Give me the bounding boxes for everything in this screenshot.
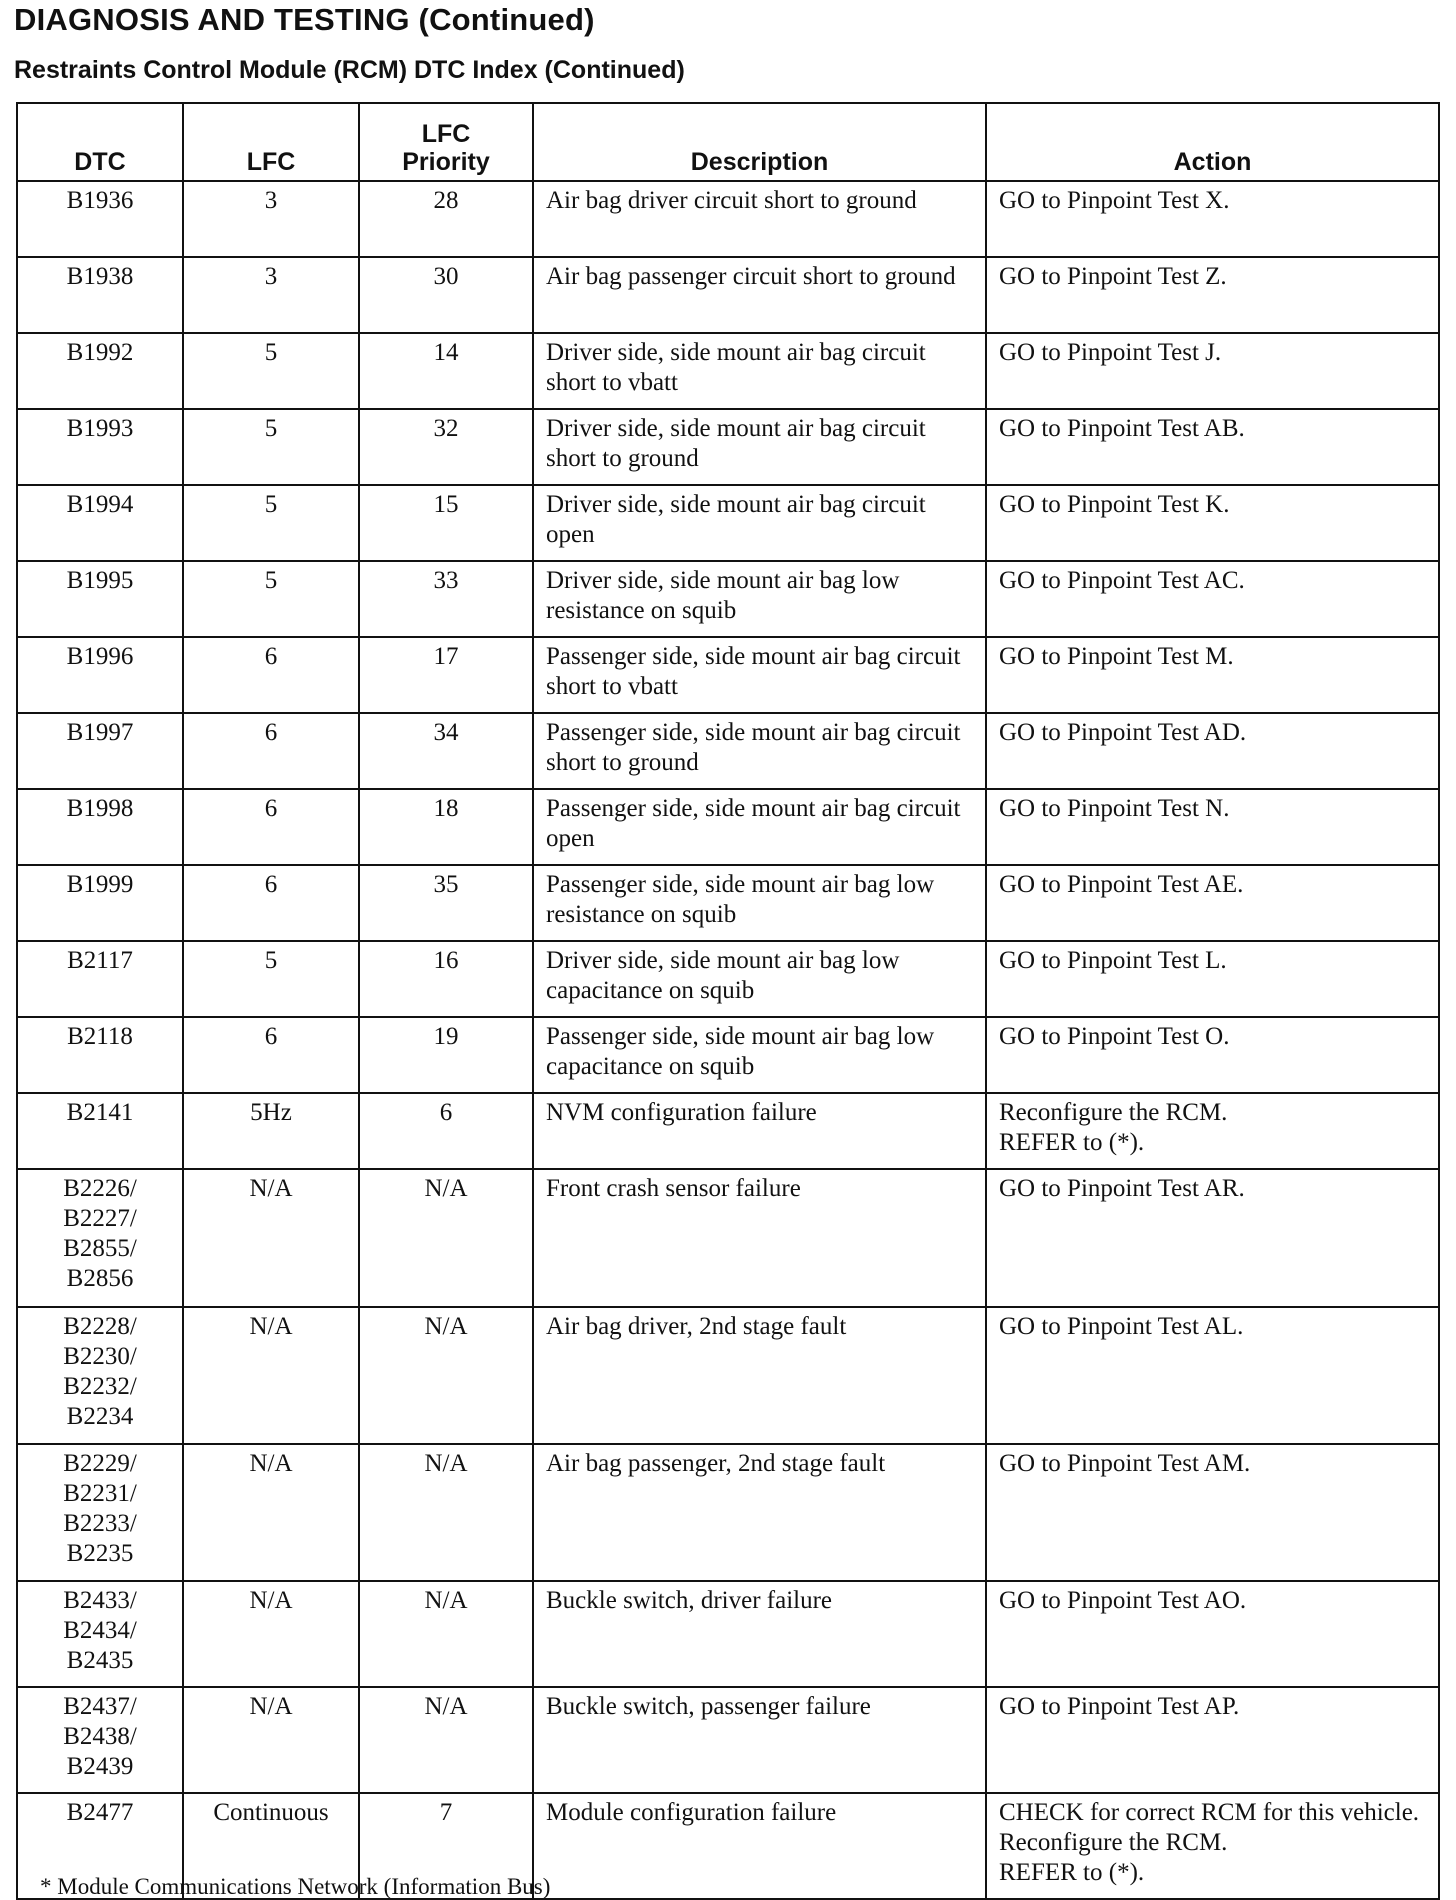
cell-action: GO to Pinpoint Test N. — [986, 789, 1439, 865]
cell-action: GO to Pinpoint Test AP. — [986, 1687, 1439, 1793]
cell-lfc: 6 — [183, 865, 359, 941]
cell-action: GO to Pinpoint Test K. — [986, 485, 1439, 561]
header-lfc-priority: LFC Priority — [359, 103, 533, 181]
cell-priority: N/A — [359, 1581, 533, 1687]
cell-action: Reconfigure the RCM. REFER to (*). — [986, 1093, 1439, 1169]
dtc-index-table — [16, 102, 1440, 1900]
cell-lfc: N/A — [183, 1307, 359, 1444]
cell-description: Module configuration failure — [533, 1793, 986, 1899]
cell-description: Air bag passenger, 2nd stage fault — [533, 1444, 986, 1581]
table-row — [17, 409, 1439, 485]
table-row — [17, 257, 1439, 333]
cell-action: GO to Pinpoint Test AD. — [986, 713, 1439, 789]
cell-lfc: 5 — [183, 941, 359, 1017]
cell-dtc: B1992 — [17, 333, 183, 409]
cell-priority: 7 — [359, 1793, 533, 1899]
cell-description: Air bag driver circuit short to ground — [533, 181, 986, 257]
cell-lfc: N/A — [183, 1169, 359, 1307]
cell-dtc: B2477 — [17, 1793, 183, 1899]
cell-action: GO to Pinpoint Test AE. — [986, 865, 1439, 941]
cell-priority: 33 — [359, 561, 533, 637]
cell-priority: 35 — [359, 865, 533, 941]
cell-priority: N/A — [359, 1444, 533, 1581]
cell-description: Driver side, side mount air bag low resistance on squib — [533, 561, 986, 637]
cell-lfc: Continuous — [183, 1793, 359, 1899]
cell-action: GO to Pinpoint Test L. — [986, 941, 1439, 1017]
cell-action: GO to Pinpoint Test AC. — [986, 561, 1439, 637]
table-row — [17, 1444, 1439, 1581]
cell-action: GO to Pinpoint Test J. — [986, 333, 1439, 409]
table-row — [17, 1581, 1439, 1687]
cell-description: Buckle switch, passenger failure — [533, 1687, 986, 1793]
cell-description: Driver side, side mount air bag circuit open — [533, 485, 986, 561]
header-action: Action — [986, 103, 1439, 181]
cell-priority: 32 — [359, 409, 533, 485]
cell-lfc: 6 — [183, 713, 359, 789]
table-row — [17, 865, 1439, 941]
cell-lfc: 5 — [183, 333, 359, 409]
cell-description: Passenger side, side mount air bag circuit short to ground — [533, 713, 986, 789]
cell-action: GO to Pinpoint Test AB. — [986, 409, 1439, 485]
page-title: DIAGNOSIS AND TESTING (Continued) — [14, 2, 595, 37]
cell-description: Passenger side, side mount air bag circuit open — [533, 789, 986, 865]
cell-dtc: B2437/ B2438/ B2439 — [17, 1687, 183, 1793]
cell-dtc: B2229/ B2231/ B2233/ B2235 — [17, 1444, 183, 1581]
cell-dtc: B1938 — [17, 257, 183, 333]
cell-lfc: N/A — [183, 1581, 359, 1687]
table-row — [17, 789, 1439, 865]
cell-dtc: B2226/ B2227/ B2855/ B2856 — [17, 1169, 183, 1307]
cell-action: GO to Pinpoint Test X. — [986, 181, 1439, 257]
table-header-row — [17, 103, 1439, 181]
table-row — [17, 1093, 1439, 1169]
table-row — [17, 333, 1439, 409]
header-description: Description — [533, 103, 986, 181]
table-row — [17, 561, 1439, 637]
cell-dtc: B1996 — [17, 637, 183, 713]
cell-lfc: 6 — [183, 1017, 359, 1093]
cell-action: CHECK for correct RCM for this vehicle. Reconfigure the RCM. REFER to (*). — [986, 1793, 1439, 1899]
cell-priority: 14 — [359, 333, 533, 409]
cell-priority: 15 — [359, 485, 533, 561]
table-title: Restraints Control Module (RCM) DTC Index (Continued) — [14, 56, 685, 84]
cell-priority: 19 — [359, 1017, 533, 1093]
cell-dtc: B2118 — [17, 1017, 183, 1093]
footnote: * Module Communications Network (Information Bus) — [40, 1874, 551, 1899]
table-row — [17, 1687, 1439, 1793]
cell-description: Passenger side, side mount air bag low capacitance on squib — [533, 1017, 986, 1093]
cell-lfc: 6 — [183, 789, 359, 865]
cell-priority: N/A — [359, 1687, 533, 1793]
cell-dtc: B2228/ B2230/ B2232/ B2234 — [17, 1307, 183, 1444]
table-row — [17, 1169, 1439, 1307]
cell-description: NVM configuration failure — [533, 1093, 986, 1169]
cell-dtc: B1994 — [17, 485, 183, 561]
cell-description: Passenger side, side mount air bag circuit short to vbatt — [533, 637, 986, 713]
cell-lfc: 3 — [183, 181, 359, 257]
cell-priority: N/A — [359, 1307, 533, 1444]
cell-lfc: 5Hz — [183, 1093, 359, 1169]
cell-action: GO to Pinpoint Test M. — [986, 637, 1439, 713]
cell-dtc: B1998 — [17, 789, 183, 865]
cell-dtc: B1999 — [17, 865, 183, 941]
cell-description: Buckle switch, driver failure — [533, 1581, 986, 1687]
cell-action: GO to Pinpoint Test O. — [986, 1017, 1439, 1093]
cell-lfc: N/A — [183, 1687, 359, 1793]
cell-description: Air bag driver, 2nd stage fault — [533, 1307, 986, 1444]
cell-action: GO to Pinpoint Test AM. — [986, 1444, 1439, 1581]
header-lfc: LFC — [183, 103, 359, 181]
cell-dtc: B2433/ B2434/ B2435 — [17, 1581, 183, 1687]
cell-lfc: 3 — [183, 257, 359, 333]
cell-lfc: N/A — [183, 1444, 359, 1581]
table-row — [17, 1017, 1439, 1093]
cell-priority: 34 — [359, 713, 533, 789]
cell-dtc: B1997 — [17, 713, 183, 789]
cell-priority: 16 — [359, 941, 533, 1017]
header-dtc: DTC — [17, 103, 183, 181]
table-row — [17, 713, 1439, 789]
cell-action: GO to Pinpoint Test AL. — [986, 1307, 1439, 1444]
cell-description: Air bag passenger circuit short to ground — [533, 257, 986, 333]
cell-priority: N/A — [359, 1169, 533, 1307]
cell-dtc: B1993 — [17, 409, 183, 485]
cell-description: Passenger side, side mount air bag low resistance on squib — [533, 865, 986, 941]
cell-lfc: 5 — [183, 485, 359, 561]
cell-description: Driver side, side mount air bag circuit short to ground — [533, 409, 986, 485]
cell-action: GO to Pinpoint Test AO. — [986, 1581, 1439, 1687]
cell-dtc: B1936 — [17, 181, 183, 257]
cell-description: Driver side, side mount air bag low capacitance on squib — [533, 941, 986, 1017]
cell-action: GO to Pinpoint Test Z. — [986, 257, 1439, 333]
cell-priority: 30 — [359, 257, 533, 333]
cell-dtc: B1995 — [17, 561, 183, 637]
cell-dtc: B2117 — [17, 941, 183, 1017]
cell-priority: 6 — [359, 1093, 533, 1169]
cell-priority: 28 — [359, 181, 533, 257]
cell-dtc: B2141 — [17, 1093, 183, 1169]
cell-description: Front crash sensor failure — [533, 1169, 986, 1307]
cell-priority: 17 — [359, 637, 533, 713]
table-row — [17, 941, 1439, 1017]
table-row — [17, 181, 1439, 257]
cell-priority: 18 — [359, 789, 533, 865]
cell-lfc: 5 — [183, 409, 359, 485]
table-row — [17, 485, 1439, 561]
table-row — [17, 1307, 1439, 1444]
cell-action: GO to Pinpoint Test AR. — [986, 1169, 1439, 1307]
cell-description: Driver side, side mount air bag circuit short to vbatt — [533, 333, 986, 409]
table-row — [17, 637, 1439, 713]
cell-lfc: 6 — [183, 637, 359, 713]
cell-lfc: 5 — [183, 561, 359, 637]
